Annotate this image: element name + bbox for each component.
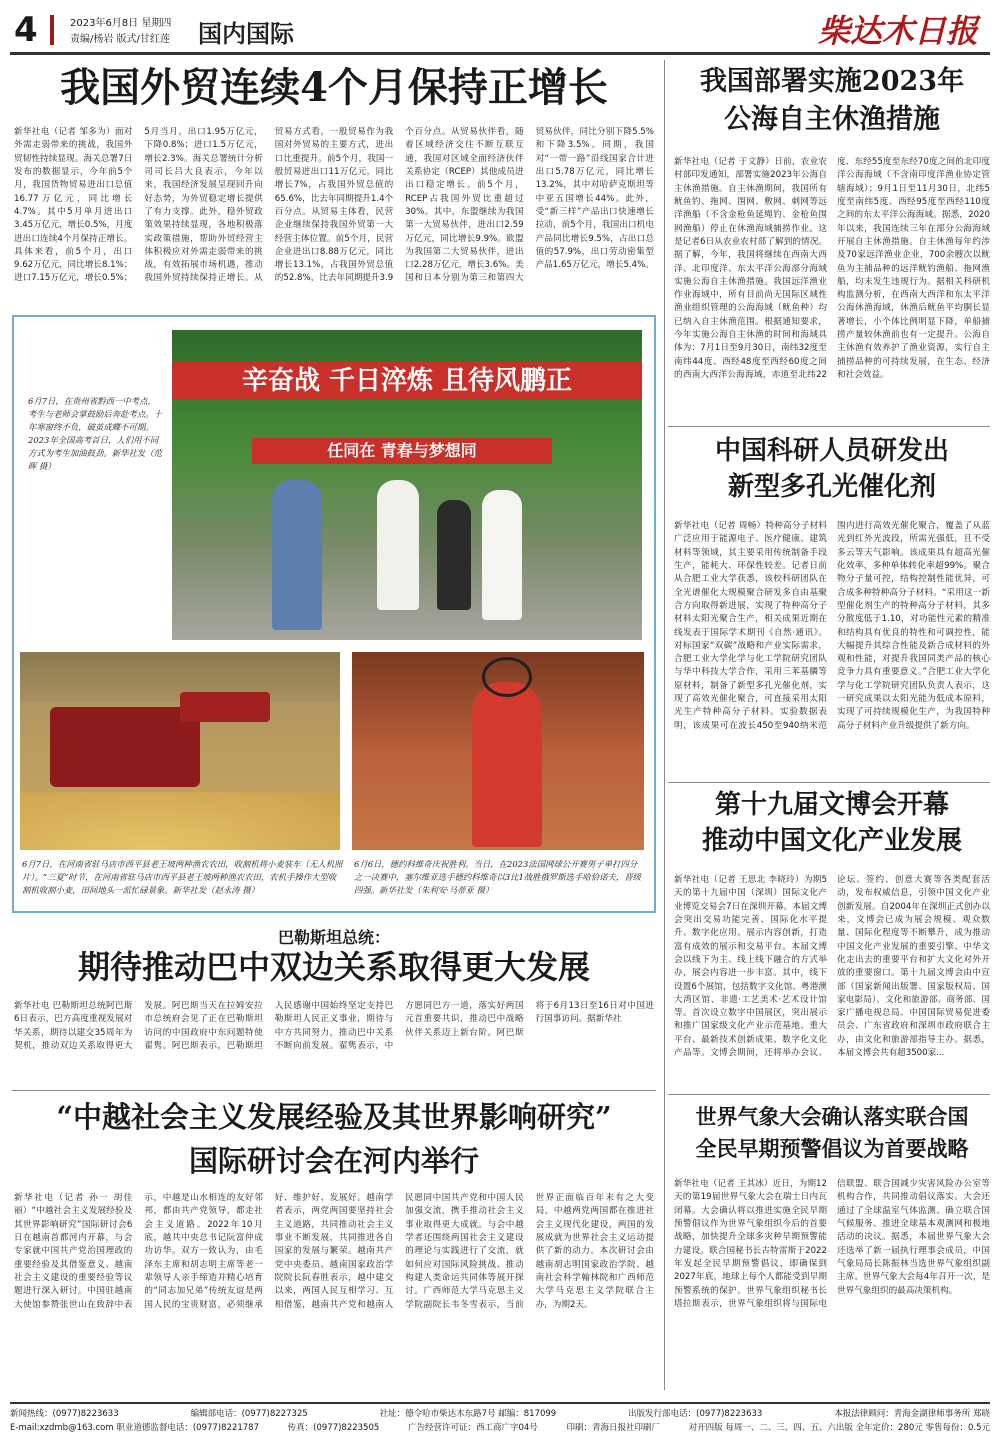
headline-wmo-1: 世界气象大会确认落实联合国 [695,1104,969,1129]
teacher-figure [272,480,322,630]
footer-hotline: 新闻热线：(0977)8223633 [10,1409,119,1419]
headline-fishing-1: 我国部署实施2023年 [699,66,965,97]
editor-credits: 责编/杨岩 版式/甘红莲 [70,34,170,45]
section-title: 国内国际 [198,19,294,48]
student-figure [377,480,419,610]
page-number: 4 [14,10,38,50]
banner-lower: 任同在 青春与梦想同 [252,438,552,464]
article-vietnam-body: 新华社电（记者 孙一 胡佳丽）“中越社会主义发展经验及其世界影响研究”国际研讨会6日在越南首都河内开幕，与会专家就中国共产党治国理政的重要经验及其借鉴意义、越南社会主义建设的重要经验等议题进行深入研讨。中国驻越南大使馆参赞张世山在致辞中表示，中越是山水相连的友好邻邦，都由共产党领导，都走社会主义道路。2022年10月底，越共中央总书记阮富仲成功访华。双方一致认为，由毛泽东主席和胡志明主席等老一辈领导人亲手缔造并精心培育的“同志加兄弟”传统友谊是两国人民的宝贵财富，必须继承好、维护好、发展好。越南学者表示，两党两国要坚持社会主义道路，共同推动社会主义事业不断发展，共同推进各自国家的发展与繁荣。越南共产党中央委员、越南国家政治学院院长阮春胜表示，越中建交以来，两国人民互相学习、互相借鉴，越南共产党和越南人民愿同中国共产党和中国人民加强交流，携手推动社会主义事业取得更大成就。与会中越学者还围绕两国社会主义建设的理论与实践进行了交流，就如何应对国际风险挑战、推动构建人类命运共同体等展开探讨。广西师范大学马克思主义学院副院长韦冬雪表示，当前世界正面临百年未有之大变局，中越两党两国都在推进社会主义现代化建设，两国的发展成就为世界社会主义运动提供了新的动力。本次研讨会由越南胡志明国家政治学院、越南社会科学翰林院和广西师范大学马克思主义学院联合主办，为期2天。 [14,1193,654,1310]
footer-legal-advisor: 本报法律顾问：青海金湖律师事务所 郑晓 [834,1409,990,1419]
tennis-photo [352,652,644,850]
article-expo-body: 新华社电（记者 王思北 李晓玲）为期5天的第十九届中国（深圳）国际文化产业博览交易会7日在深圳开幕。本届文博会突出交易功能完善、国际化水平提升、数字化应用、展示内容创新，打造富有成效的展示和交易平台。本届文博会以线下为主、线上线下融合的方式举办，展会内容进一步丰富。其中，线下设置6个展馆，包括数字文化馆、粤港澳大湾区馆、非遗·工艺美术·艺术设计馆等。首次设立数字中国展区，突出展示和推广国家级文化产业示范基地、重大平台、最新技术创新成果、数字化文化产品等。文博会期间，还将举办会议、论坛、签约、创意大赛等各类配套活动，发布权威信息，引领中国文化产业创新发展。自2004年在深圳正式创办以来，文博会已成为展会规模、观众数量、国际化程度等不断攀升，成为推动中国文化产业发展的重要引擎、中华文化走出去的重要平台和扩大文化对外开放的重要窗口。第十九届文博会由中宣部（国家新闻出版署、国家版权局、国家电影局）、文化和旅游部、商务部、国家广播电视总局、中国国际贸易促进委员会、广东省政府和深圳市政府联合主办，由文化和旅游部指导主办。据悉，本届文博会共有超3500家... [674,875,990,1059]
headline-expo-1: 第十九届文博会开幕 [714,790,949,820]
wheat-harvest-photo [20,652,340,850]
headline-wmo-2: 全民早期预警倡议为首要战略 [695,1136,969,1161]
newspaper-logo: 柴达木日报 [817,12,978,50]
caption-wheat: 6月7日，在河南省驻马店市西平县老王坡两种渔农农田，收割机将小麦装车（无人机照片）。“三夏”时节，在河南省驻马店市西平县老王坡两种渔农农田，农机手操作大型收割机收割小麦，田间地头一派忙碌景象。新华社发（赵永涛 摄） [22,859,343,896]
footer-distribution-phone: 出版发行部电话：(0977)8223633 [628,1409,763,1419]
headline-optics-2: 新型多孔光催化剂 [727,472,936,502]
player-figure [472,682,542,847]
headline-optics-1: 中国科研人员研发出 [714,436,949,466]
footer-pricing: 对开四版 每周一、二、三、四、五、六出版 全年定价：280元 零售每份：0.5元 [688,1423,990,1433]
harvester-machine [50,707,200,787]
masthead-divider [50,15,54,45]
headline-vietnam-2: 国际研讨会在河内举行 [188,1144,479,1178]
student-figure [482,490,522,620]
harvester-machine [180,692,270,722]
article-optics-body: 新华社电（记者 周畅）特种高分子材料广泛应用于能源电子、医疗健康、建筑材料等领域，其主要采用传统制备手段生产，能耗大、环保性较差。记者日前从合肥工业大学获悉，该校科研团队在全光谱催化大规模聚合研发多自由基聚合方向取得新进展，实现了特种高分子材料太阳光聚合生产，相关成果近期在线发表于国际学术期刊《自然·通讯》。对标国家“双碳”战略和产业实际需求，合肥工业大学化学与化工学院研究团队与华中科技大学合作，采用三苯基膦等原材料，制备了新型多孔光催化剂，实现了高效光催化聚合，可直接采用太阳光生产特种高分子材料。实验数据表明，该成果可在波长450至940纳米范围内进行高效光催化聚合，覆盖了从蓝光到红外光波段，所需光强低，且不受多云等天气影响。该成果具有超高光催化效率，多种单体转化率超99%。聚合物分子量可控，结构控制性能优异，可合成多种特种高分子材料。“采用这一新型催化剂生产的特种高分子材料，其多分散度低于1.10，对功能性元素的精准和结构具有优良的特性和可调控性，能大幅提升其综合性能及新合成材料的外观和性能，对提升我国同类产品的核心竞争力具有重要意义。”合肥工业大学化学与化工学院研究团队负责人表示，这一研究成果以太阳光能为低成本原料，实现了可持续规模化生产，为我国特种高分子材料产业升级提供了新方向。 [674,521,990,731]
headline-expo-2: 推动中国文化产业发展 [701,826,962,856]
article-trade-body: 新华社电（记者 邹多为）面对外需走弱带来的挑战，我国外贸韧性持续显现。海关总署7日发布的数据显示，今年前5个月，我国货物贸易进出口总值16.77万亿元，同比增长4.7%。其中5月单月进出口3.45万亿元，增长0.5%，月度进出口连续4个月保持正增长。具体来看，前5个月，出口9.62万亿元，同比增长8.1%；进口7.15万亿元，增长0.5%；5月当月，出口1.95万亿元，下降0.8%；进口1.5万亿元，增长2.3%。海关总署统计分析司司长吕大良表示，今年以来，我国经济发展呈现回升向好态势，为外贸稳定增长提供了有力支撑。此外，稳外贸政策效果持续显现，各地积极落实政策措施，帮助外贸经营主体积极应对外需走弱带来的挑战，有效拓展市场机遇，推动我国外贸持续保持正增长。从贸易方式看，一般贸易作为我国对外贸易的主要方式，进出口比重提升。前5个月，我国一般贸易进出口11万亿元，同比增长7%，占我国外贸总值的65.6%，比去年同期提升1.4个百分点。从贸易主体看，民营企业继续保持我国外贸第一大经营主体位置。前5个月，民营企业进出口8.88万亿元，同比增长13.1%，占我国外贸总值的52.8%，比去年同期提升3.9个百分点。从贸易伙伴看，随着区域经济交往不断互联互通，我国对区域全面经济伙伴关系协定（RCEP）其他成员进出口稳定增长。前5个月，RCEP占我国外贸比重超过30%。其中，东盟继续为我国第一大贸易伙伴，进出口2.59万亿元，同比增长9.9%。欧盟为我国第二大贸易伙伴，进出口2.28万亿元，增长3.6%。美国和日本分别为第三和第四大贸易伙伴，同比分别下降5.5%和下降3.5%。同期，我国对“一带一路”沿线国家合计进出口5.78万亿元，同比增长13.2%，其中对哈萨克斯坦等中亚五国增长44%。此外，受“新三样”产品出口快速增长拉动，前5个月，我国出口机电产品同比增长9.5%，占出口总值的57.9%，出口劳动密集型产品1.65万亿元，增长5.4%。 [14,127,654,284]
student-figure [437,500,471,610]
footer-ad-license: 广告经营许可证：西工商广字04号 [407,1423,538,1433]
article-fishing-body: 新华社电（记者 于文静）日前，农业农村部印发通知，部署实施2023年公海自主休渔措施。自主休渔期间，我国所有鱿鱼钓、拖网、围网、敷网、刺网等远洋渔船（不含金枪鱼延绳钓、金枪鱼围网渔船）停止在休渔海域捕捞作业。这是记者6日从农业农村部了解到的情况。据了解，今年，我国将继续在西南大西洋、北印度洋、东太平洋公海部分海域实施公海自主休渔措施。我国远洋渔业作业海域中，所有目前尚无国际区域性渔业组织管理的公海海域（鱿鱼种）均已纳入自主休渔范围。根据通知要求，今年实施公海自主休渔的时间和海域具体为：7月1日至9月30日，南纬32度至南纬44度、西经48度至西经60度之间的西南大西洋公海海域，赤道至北纬22度、东经55度至东经70度之间的北印度洋公海海域（不含南印度洋渔业协定管辖海域）；9月1日至11月30日，北纬5度至南纬5度、西经95度至西经110度之间的东太平洋公海海域。据悉，2020年以来，我国连续三年在部分公海海域开展自主休渔措施。自主休渔每年约涉及70家远洋渔业企业，700余艘次以鱿鱼为主捕品种的远洋鱿钓渔船、拖网渔船，均未发生违规行为。据相关科研机构监测分析，在西南大西洋和东太平洋公海休渔海域，休渔后鱿鱼平均胴长显著增长，小个体比例明显下降，单船捕捞产量较休渔前也有一定提升。公海自主休渔有效养护了渔业资源，实行自主捕捞品种的可持续发展，在生态、经济和社会效益。 [674,157,990,380]
headline-palestine: 期待推动巴中双边关系取得更大发展 [77,948,590,986]
exam-photo [172,330,642,640]
masthead-rule [10,52,990,55]
headline-vietnam-1: “中越社会主义发展经验及其世界影响研究” [56,1100,612,1134]
footer-email: E-mail:xzdmb@163.com 职业道德监督电话：(0977)8221787 [10,1423,259,1433]
issue-date: 2023年6月8日 星期四 [70,18,172,29]
kicker-palestine: 巴勒斯坦总统： [277,928,390,947]
article-wmo-body: 新华社电（记者 王其冰）近日，为期12天的第19届世界气象大会在瑞士日内瓦闭幕。大会确认将以推进实施全民早期预警倡议作为世界气象组织今后的首要战略，加快提升全球多灾种早期预警能力建设。联合国秘书长古特雷斯于2022年发起全民早期预警倡议，即确保到2027年底，地球上每个人都能受到早期预警系统的保护。世界气象组织秘书长塔拉斯表示，世界气象组织将与国际电信联盟、联合国减少灾害风险办公室等机构合作，共同推动倡议落实。大会还通过了全球温室气体监测、确立联合国气候服务、推进全球基本观测网和极地活动的决议。据悉，本届世界气象大会还选举了新一届执行理事会成员，中国气象局局长陈振林当选世界气象组织副主席。世界气象大会每4年召开一次，是世界气象组织的最高决策机构。 [674,1179,990,1309]
headline-trade: 我国外贸连续4个月保持正增长 [60,64,608,111]
footer-address: 社址：德令哈市柴达木东路7号 邮编：817099 [379,1409,557,1419]
page-footer [10,1402,990,1433]
footer-printer: 印刷：青海日报社印刷厂 [566,1423,660,1433]
divider [668,1094,990,1095]
article-palestine-body: 新华社电 巴勒斯坦总统阿巴斯6日表示，巴方高度重视发展对华关系，期待以建交35周年为契机，推动双边关系取得更大发展。阿巴斯当天在拉姆安拉市总统府会见了正在巴勒斯坦访问的中国政府中东问题特使翟隽。阿巴斯表示，巴勒斯坦人民感谢中国始终坚定支持巴勒斯坦人民正义事业，期待与中方共同努力，推动巴中关系不断向前发展。翟隽表示，中方愿同巴方一道，落实好两国元首重要共识，推动巴中战略伙伴关系迈上新台阶。阿巴斯将于6月13日至16日对中国进行国事访问。据新华社 [14,1001,654,1051]
caption-exam: 6月7日，在贵州省黔西一中考点，考生与老师会掌鼓励后奔赴考点。十年寒窗终不负，破茧成蝶不可期。2023年全国高考首日，人们用不同方式为考生加油鼓劲。新华社发（范晖 摄） [28,396,162,472]
divider [12,1090,656,1091]
wheat-pile [20,792,340,850]
banner-upper: 辛奋战 千日淬炼 且待风鹏正 [172,362,642,400]
tennis-racket [482,657,532,697]
caption-tennis: 6月6日，德约科维奇庆祝胜利。当日，在2023法国网球公开赛男子单打四分之一决赛中，塞尔维亚选手德约科维奇以3比1战胜俄罗斯选手哈恰诺夫，晋级四强。新华社发（朱利安·马蒂亚 摄） [354,859,642,896]
footer-editorial-phone: 编辑部电话：(0977)8227325 [190,1409,308,1419]
divider [668,426,990,427]
headline-fishing-2: 公海自主休渔措施 [724,104,940,135]
footer-fax: 传真：(0977)8223505 [287,1423,380,1433]
divider [668,782,990,783]
column-rule [664,60,665,1390]
